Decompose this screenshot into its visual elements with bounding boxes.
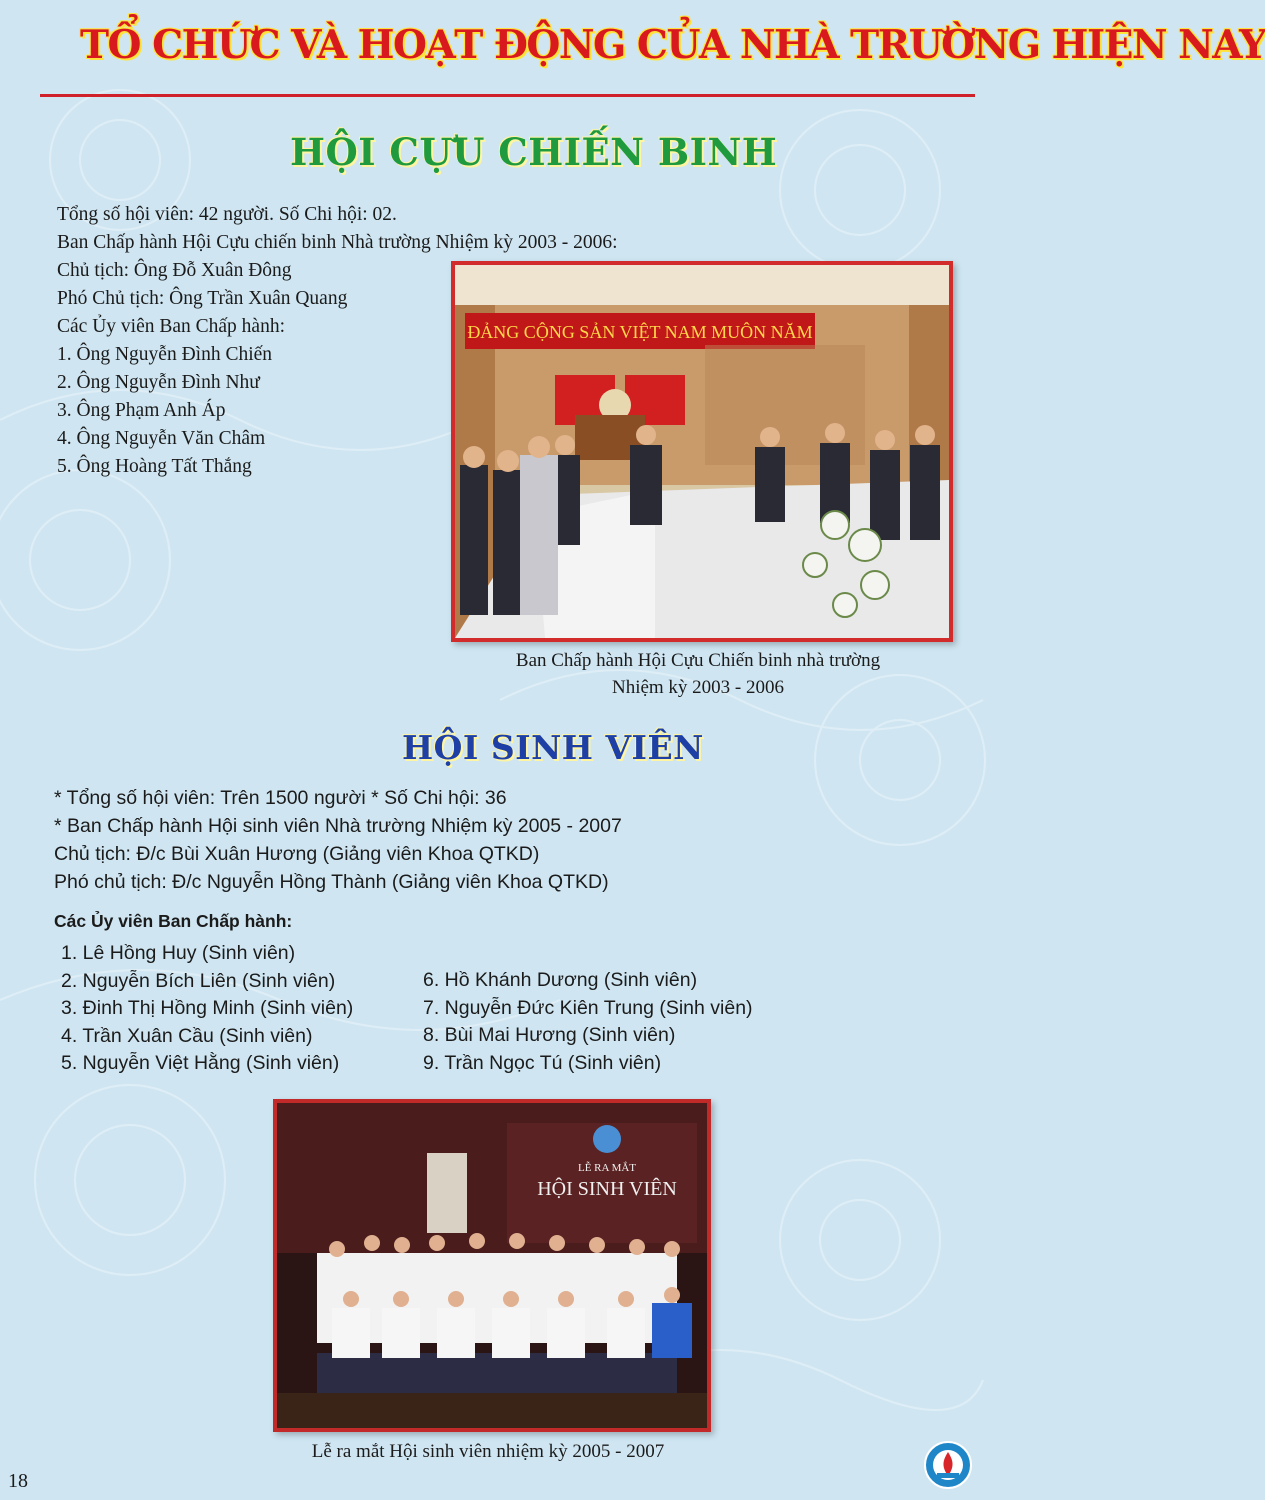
students-line: * Tổng số hội viên: Trên 1500 người * Số Chi hội: 36 bbox=[54, 787, 507, 809]
page-header-title: TỔ CHỨC VÀ HOẠT ĐỘNG CỦA NHÀ TRƯỜNG HIỆN NAY bbox=[80, 22, 1265, 68]
students-line: Chủ tịch: Đ/c Bùi Xuân Hương (Giảng viên Khoa QTKD) bbox=[54, 843, 540, 865]
member-item: 4. Trần Xuân Cầu (Sinh viên) bbox=[61, 1024, 313, 1047]
veterans-photo-banner: ĐẢNG CỘNG SẢN VIỆT NAM MUÔN NĂM bbox=[467, 322, 813, 342]
veterans-line: Các Ủy viên Ban Chấp hành: bbox=[57, 316, 285, 337]
veterans-line: 1. Ông Nguyễn Đình Chiến bbox=[57, 344, 273, 365]
caption-line: Nhiệm kỳ 2003 - 2006 bbox=[611, 677, 785, 698]
veterans-line: Phó Chủ tịch: Ông Trần Xuân Quang bbox=[57, 288, 348, 309]
members-list-left bbox=[61, 940, 353, 1078]
veterans-line: 4. Ông Nguyễn Văn Châm bbox=[57, 428, 266, 449]
students-section-title: HỘI SINH VIÊN bbox=[402, 728, 704, 767]
member-item: 8. Bùi Mai Hương (Sinh viên) bbox=[423, 1024, 676, 1046]
students-line: Phó chủ tịch: Đ/c Nguyễn Hồng Thành (Giảng viên Khoa QTKD) bbox=[54, 871, 609, 893]
members-list-right bbox=[423, 967, 753, 1077]
member-item: 9. Trần Ngọc Tú (Sinh viên) bbox=[423, 1051, 662, 1074]
students-photo-banner-line1: LỄ RA MẮT bbox=[577, 1162, 637, 1174]
member-item: 1. Lê Hồng Huy (Sinh viên) bbox=[61, 942, 296, 964]
students-info bbox=[54, 784, 914, 896]
veterans-line: Chủ tịch: Ông Đỗ Xuân Đông bbox=[57, 260, 292, 281]
page-number: 18 bbox=[8, 1470, 28, 1492]
veterans-meeting-photo bbox=[451, 261, 953, 642]
students-photo-caption: Lễ ra mắt Hội sinh viên nhiệm kỳ 2005 - 2007 bbox=[311, 1441, 665, 1462]
veterans-line: Tổng số hội viên: 42 người. Số Chi hội: 02. bbox=[57, 204, 397, 225]
member-item: 3. Đinh Thị Hồng Minh (Sinh viên) bbox=[61, 997, 354, 1019]
students-members-heading: Các Ủy viên Ban Chấp hành: bbox=[54, 911, 293, 931]
students-launch-photo bbox=[273, 1099, 711, 1432]
veterans-line: 3. Ông Phạm Anh Áp bbox=[57, 400, 226, 421]
students-photo-banner-line2: HỘI SINH VIÊN bbox=[537, 1178, 677, 1200]
veterans-section-title: HỘI CỰU CHIẾN BINH bbox=[290, 130, 778, 174]
veterans-line: 2. Ông Nguyễn Đình Như bbox=[57, 372, 260, 393]
member-item: 2. Nguyễn Bích Liên (Sinh viên) bbox=[61, 969, 336, 992]
caption-line: Ban Chấp hành Hội Cựu Chiến binh nhà trường bbox=[515, 650, 881, 671]
member-item: 7. Nguyễn Đức Kiên Trung (Sinh viên) bbox=[423, 996, 753, 1019]
students-line: * Ban Chấp hành Hội sinh viên Nhà trường Nhiệm kỳ 2005 - 2007 bbox=[54, 815, 622, 837]
veterans-photo-caption bbox=[450, 647, 946, 701]
school-logo-icon bbox=[923, 1440, 973, 1490]
member-item: 5. Nguyễn Việt Hằng (Sinh viên) bbox=[61, 1052, 340, 1074]
header-divider bbox=[40, 94, 975, 97]
veterans-line: Ban Chấp hành Hội Cựu chiến binh Nhà trường Nhiệm kỳ 2003 - 2006: bbox=[57, 232, 618, 253]
veterans-line: 5. Ông Hoàng Tất Thắng bbox=[57, 456, 252, 477]
member-item: 6. Hồ Khánh Dương (Sinh viên) bbox=[423, 969, 698, 991]
